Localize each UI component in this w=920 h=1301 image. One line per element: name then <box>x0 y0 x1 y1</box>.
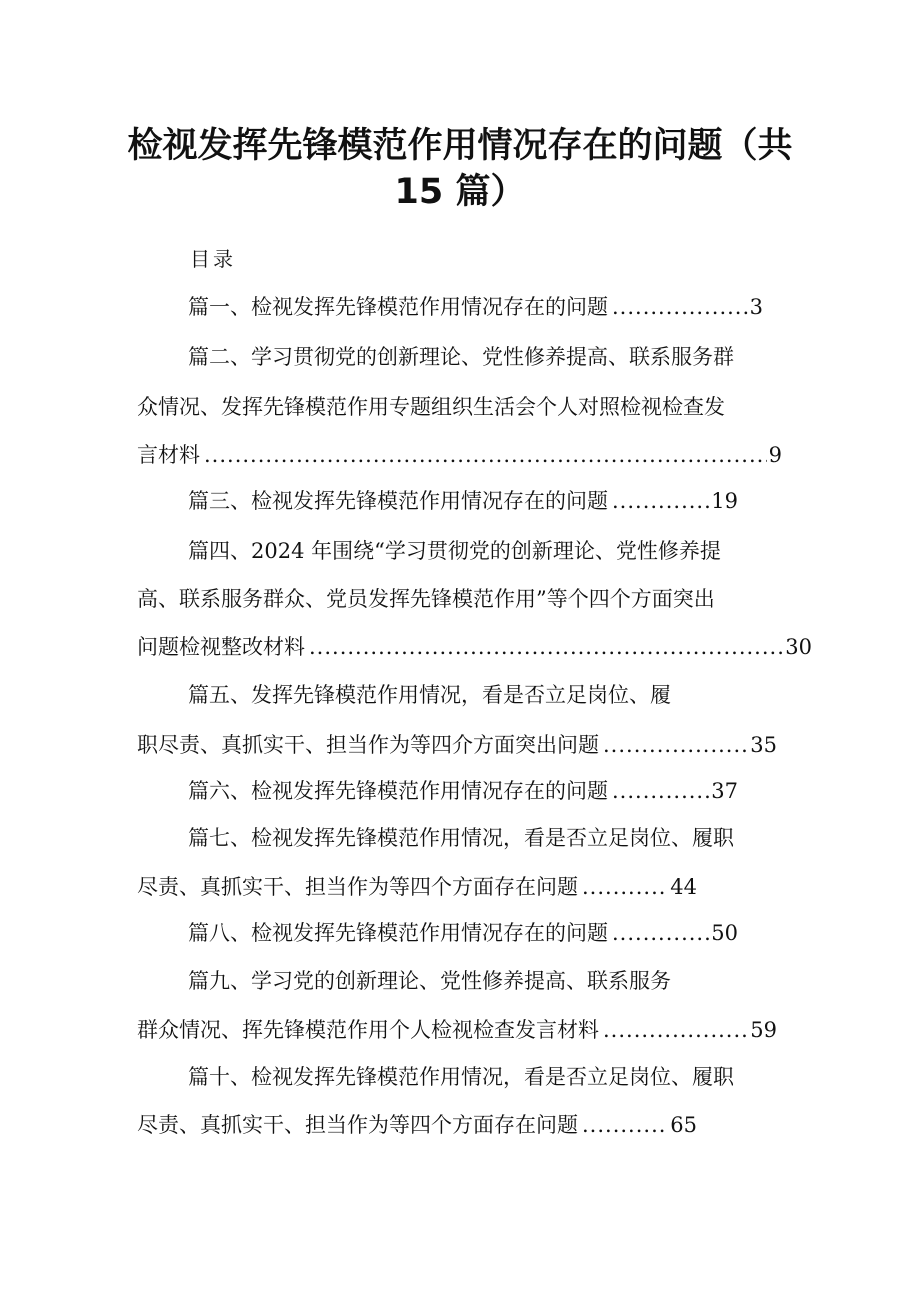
toc-entry-6-page: 37 <box>711 779 738 803</box>
toc-leader-dots <box>204 440 767 470</box>
toc-entry-3-page: 19 <box>711 489 738 513</box>
toc-entry-2-line-2[interactable] <box>137 392 797 422</box>
toc-entry-1-text: 篇一、检视发挥先锋模范作用情况存在的问题 <box>188 295 608 319</box>
toc-leader-dots <box>612 486 709 516</box>
toc-entry-4-line-1[interactable] <box>188 536 788 566</box>
toc-entry-9-line-2[interactable] <box>137 1015 777 1045</box>
toc-entry-10-line-2[interactable] <box>137 1110 697 1140</box>
toc-entry-8-text: 篇八、检视发挥先锋模范作用情况存在的问题 <box>188 921 608 945</box>
toc-leader-dots <box>612 292 748 322</box>
toc-entry-1-page: 3 <box>749 295 763 319</box>
toc-entry-2-page: 9 <box>768 443 782 467</box>
toc-entry-6[interactable] <box>188 776 738 806</box>
toc-entry-8[interactable] <box>188 918 738 948</box>
toc-leader-dots <box>603 730 748 760</box>
toc-entry-2-text-3: 言材料 <box>137 443 200 467</box>
toc-leader-dots <box>582 1110 668 1140</box>
toc-leader-dots <box>582 872 668 902</box>
document-title-line-2: 15 篇） <box>394 172 526 212</box>
toc-entry-4-text-1: 篇四、2024 年围绕“学习贯彻党的创新理论、党性修养提 <box>188 539 721 563</box>
toc-leader-dots <box>603 1015 748 1045</box>
toc-entry-4-line-2[interactable] <box>137 584 797 614</box>
toc-entry-5-line-1[interactable] <box>188 680 748 710</box>
toc-entry-10-line-1[interactable] <box>188 1062 788 1092</box>
toc-entry-7-text-1: 篇七、检视发挥先锋模范作用情况，看是否立足岗位、履职 <box>188 826 734 850</box>
toc-entry-9-page: 59 <box>750 1018 777 1042</box>
toc-entry-9-text-2: 群众情况、挥先锋模范作用个人检视检查发言材料 <box>137 1018 599 1042</box>
toc-leader-dots <box>309 632 783 662</box>
toc-entry-4-text-2: 高、联系服务群众、党员发挥先锋模范作用”等个四个方面突出 <box>137 587 715 611</box>
toc-entry-7-text-2: 尽责、真抓实干、担当作为等四个方面存在问题 <box>137 875 578 899</box>
toc-entry-6-text: 篇六、检视发挥先锋模范作用情况存在的问题 <box>188 779 608 803</box>
toc-entry-8-page: 50 <box>711 921 738 945</box>
toc-entry-10-page: 65 <box>670 1113 697 1137</box>
document-title-line-1: 检视发挥先锋模范作用情况存在的问题（共 <box>127 126 793 166</box>
toc-entry-9-line-1[interactable] <box>188 966 748 996</box>
toc-heading: 目录 <box>190 247 236 271</box>
toc-entry-7-line-1[interactable] <box>188 823 788 853</box>
toc-entry-10-text-2: 尽责、真抓实干、担当作为等四个方面存在问题 <box>137 1113 578 1137</box>
toc-entry-5-line-2[interactable] <box>137 730 777 760</box>
toc-entry-5-text-2: 职尽责、真抓实干、担当作为等四介方面突出问题 <box>137 733 599 757</box>
toc-entry-3[interactable] <box>188 486 738 516</box>
toc-entry-4-text-3: 问题检视整改材料 <box>137 635 305 659</box>
toc-entry-4-page: 30 <box>785 635 812 659</box>
toc-leader-dots <box>612 776 709 806</box>
toc-entry-5-page: 35 <box>750 733 777 757</box>
toc-entry-10-text-1: 篇十、检视发挥先锋模范作用情况，看是否立足岗位、履职 <box>188 1065 734 1089</box>
toc-entry-7-page: 44 <box>670 875 697 899</box>
toc-entry-5-text-1: 篇五、发挥先锋模范作用情况，看是否立足岗位、履 <box>188 683 671 707</box>
toc-entry-2-line-1[interactable] <box>188 342 788 372</box>
toc-entry-1[interactable] <box>188 292 763 322</box>
toc-entry-7-line-2[interactable] <box>137 872 697 902</box>
toc-entry-3-text: 篇三、检视发挥先锋模范作用情况存在的问题 <box>188 489 608 513</box>
toc-entry-9-text-1: 篇九、学习党的创新理论、党性修养提高、联系服务 <box>188 969 671 993</box>
toc-leader-dots <box>612 918 709 948</box>
toc-entry-2-text-2: 众情况、发挥先锋模范作用专题组织生活会个人对照检视检查发 <box>137 395 725 419</box>
toc-entry-2-line-3[interactable] <box>137 440 782 470</box>
toc-entry-4-line-3[interactable] <box>137 632 812 662</box>
toc-entry-2-text-1: 篇二、学习贯彻党的创新理论、党性修养提高、联系服务群 <box>188 345 734 369</box>
